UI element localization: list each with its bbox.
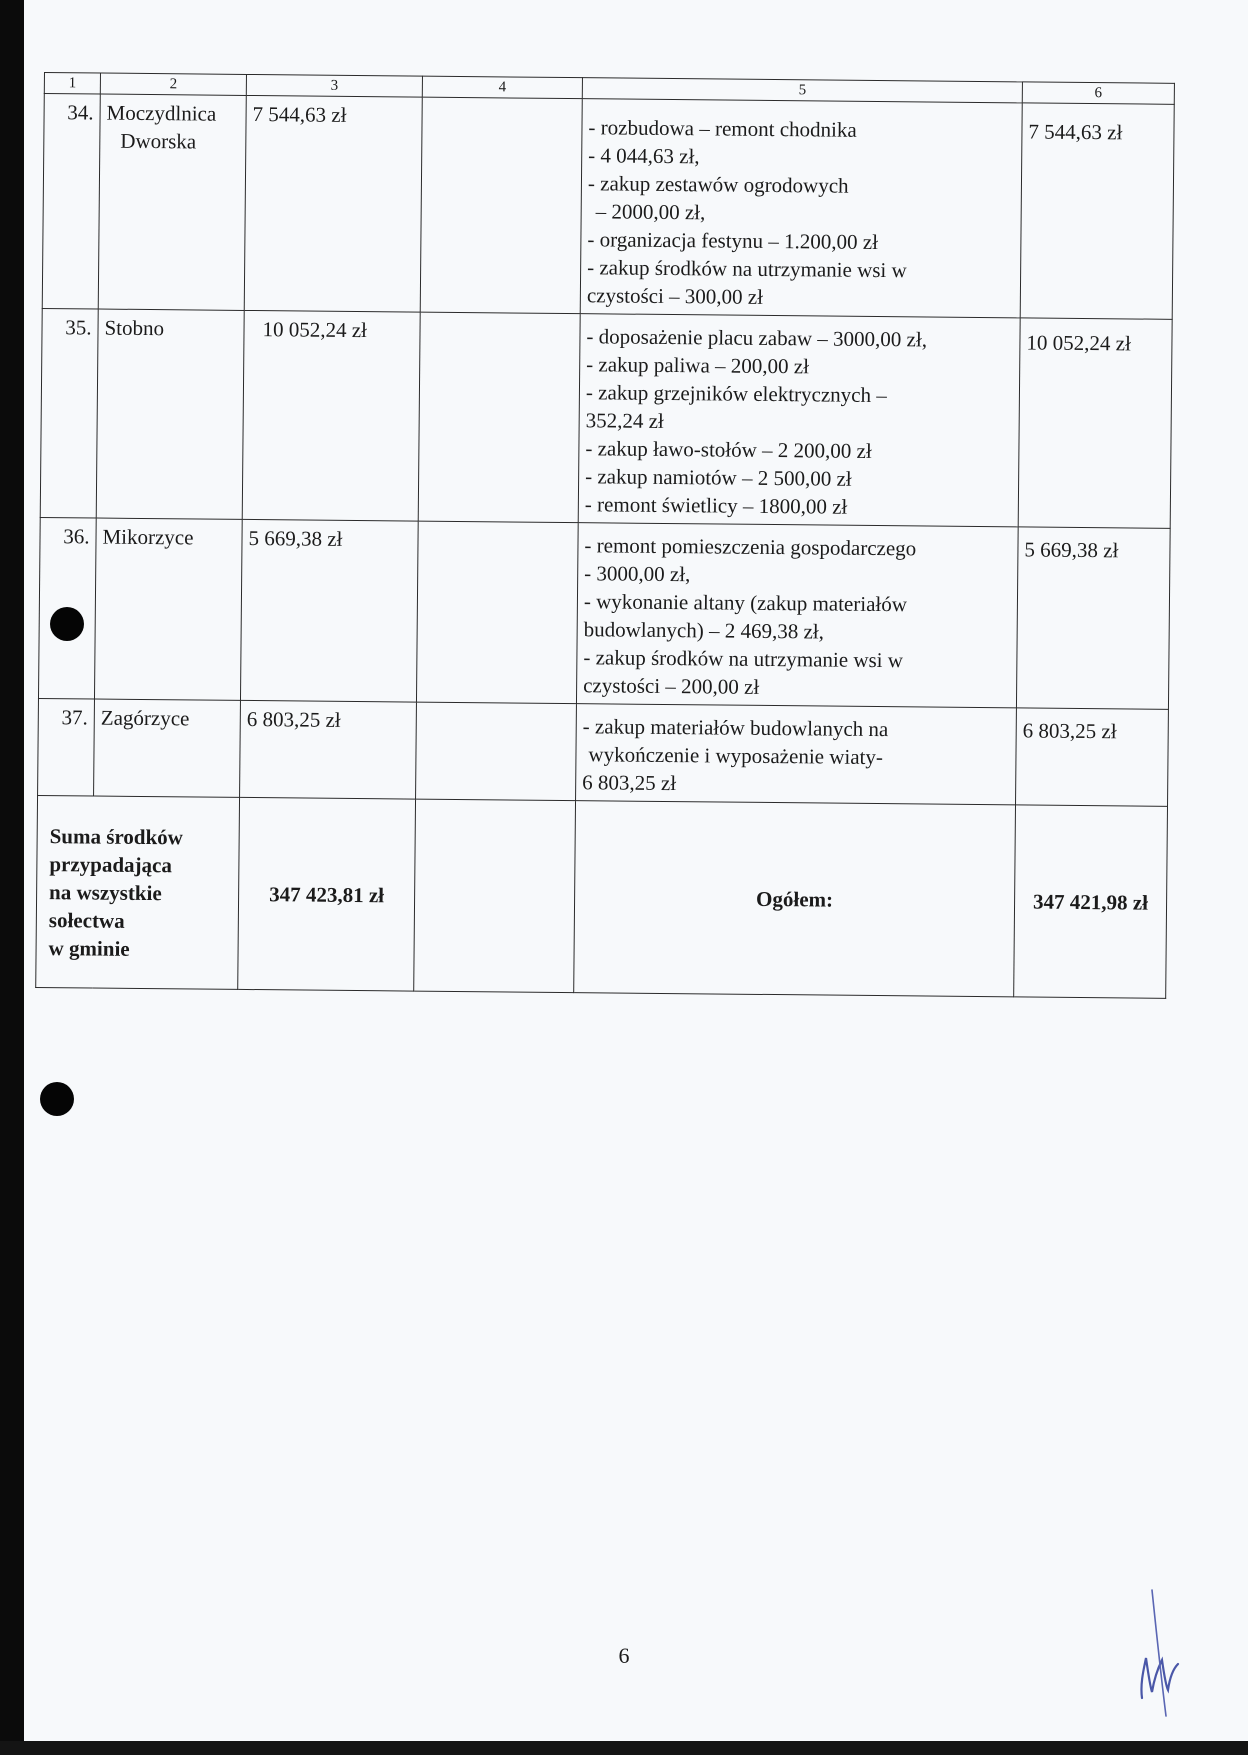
village-name-line: Moczydlnica xyxy=(106,100,217,126)
activity-line: - zakup środków na utrzymanie wsi w xyxy=(583,645,904,673)
summary-label-line: przypadająca xyxy=(49,851,173,877)
allocated-amount: 7 544,63 zł xyxy=(244,95,422,312)
activity-line: - zakup zestawów ogrodowych xyxy=(587,171,849,198)
village-name-line: Mikorzyce xyxy=(102,524,194,550)
punch-hole-lower xyxy=(40,1082,74,1116)
activity-line: - zakup grzejników elektrycznych – xyxy=(585,380,887,408)
summary-label-line: Suma środków xyxy=(49,823,184,849)
table-row-35 xyxy=(40,308,1172,528)
activity-line: 352,24 zł xyxy=(585,408,664,433)
column-header-5: 5 xyxy=(582,78,1022,103)
village-name-line: Zagórzyce xyxy=(100,705,190,731)
scan-left-border xyxy=(0,0,24,1755)
village-name xyxy=(94,518,242,700)
planned-activities xyxy=(576,704,1017,805)
activity-line: czystości – 300,00 zł xyxy=(586,283,764,309)
column-4-cell xyxy=(416,702,577,801)
village-name-line: Dworska xyxy=(120,128,197,154)
activity-line: 6 803,25 zł xyxy=(582,770,677,796)
summary-amount: 347 423,81 zł xyxy=(238,797,416,991)
page-number: 6 xyxy=(618,1643,630,1668)
table-row-34 xyxy=(42,94,1174,320)
column-4-cell xyxy=(416,521,578,704)
column-header-3: 3 xyxy=(246,74,422,97)
activity-line: - zakup ławo-stołów – 2 200,00 zł xyxy=(585,436,872,463)
row-number: 34. xyxy=(42,94,100,310)
summary-label-line: na wszystkie xyxy=(49,879,162,905)
column-4-cell xyxy=(420,97,582,314)
handwritten-signature xyxy=(1128,1588,1198,1718)
row-number: 36. xyxy=(38,517,96,699)
row-total: 7 544,63 zł xyxy=(1020,103,1174,319)
table-row-36 xyxy=(38,517,1170,709)
summary-label xyxy=(36,795,240,989)
activity-line: budowlanych) – 2 469,38 zł, xyxy=(583,617,825,644)
activity-line: - zakup namiotów – 2 500,00 zł xyxy=(585,464,852,491)
activity-line: czystości – 200,00 zł xyxy=(583,673,760,699)
summary-ogolem-label: Ogółem: xyxy=(574,801,1016,997)
allocated-amount: 10 052,24 zł xyxy=(242,310,420,521)
activity-line: - remont pomieszczenia gospodarczego xyxy=(584,533,917,561)
activity-line: - doposażenie placu zabaw – 3000,00 zł, xyxy=(586,324,928,352)
village-name xyxy=(94,699,241,797)
activity-line: - remont świetlicy – 1800,00 zł xyxy=(584,492,848,519)
village-name xyxy=(96,309,244,519)
activity-line: - 4 044,63 zł, xyxy=(588,143,700,169)
activity-line: - zakup paliwa – 200,00 zł xyxy=(586,352,810,379)
summary-row xyxy=(36,795,1168,998)
activity-line: - zakup środków na utrzymanie wsi w xyxy=(587,255,907,283)
column-header-2: 2 xyxy=(100,73,246,95)
allocated-amount: 5 669,38 zł xyxy=(240,519,418,702)
planned-activities xyxy=(578,314,1020,527)
activity-line: - zakup materiałów budowlanych na xyxy=(582,714,889,742)
planned-activities xyxy=(576,523,1018,708)
activity-line: – 2000,00 zł, xyxy=(595,199,706,225)
summary-total: 347 421,98 zł xyxy=(1014,805,1168,998)
activity-line: - 3000,00 zł, xyxy=(584,561,691,587)
village-name-line: Stobno xyxy=(104,315,165,341)
summary-column-4 xyxy=(414,799,576,993)
fund-distribution-table xyxy=(35,72,1175,999)
village-name xyxy=(98,94,246,310)
activity-line: - rozbudowa – remont chodnika xyxy=(588,115,857,142)
row-total: 10 052,24 zł xyxy=(1018,318,1172,528)
column-header-4: 4 xyxy=(422,76,582,99)
summary-label-line: w gminie xyxy=(48,935,130,961)
row-number: 37. xyxy=(38,698,95,796)
row-number: 35. xyxy=(40,308,98,518)
activity-line: wykończenie i wyposażenie wiaty- xyxy=(588,742,884,770)
scan-bottom-border xyxy=(0,1741,1248,1755)
planned-activities xyxy=(580,99,1022,318)
row-total: 6 803,25 zł xyxy=(1016,708,1169,806)
column-header-1: 1 xyxy=(44,73,100,95)
table-row-37 xyxy=(38,698,1169,806)
summary-label-line: sołectwa xyxy=(48,907,125,933)
allocated-amount: 6 803,25 zł xyxy=(240,700,417,799)
row-total: 5 669,38 zł xyxy=(1016,527,1170,709)
activity-line: - wykonanie altany (zakup materiałów xyxy=(583,589,908,617)
column-4-cell xyxy=(418,312,580,523)
activity-line: - organizacja festynu – 1.200,00 zł xyxy=(587,227,879,255)
column-header-6: 6 xyxy=(1022,82,1174,104)
